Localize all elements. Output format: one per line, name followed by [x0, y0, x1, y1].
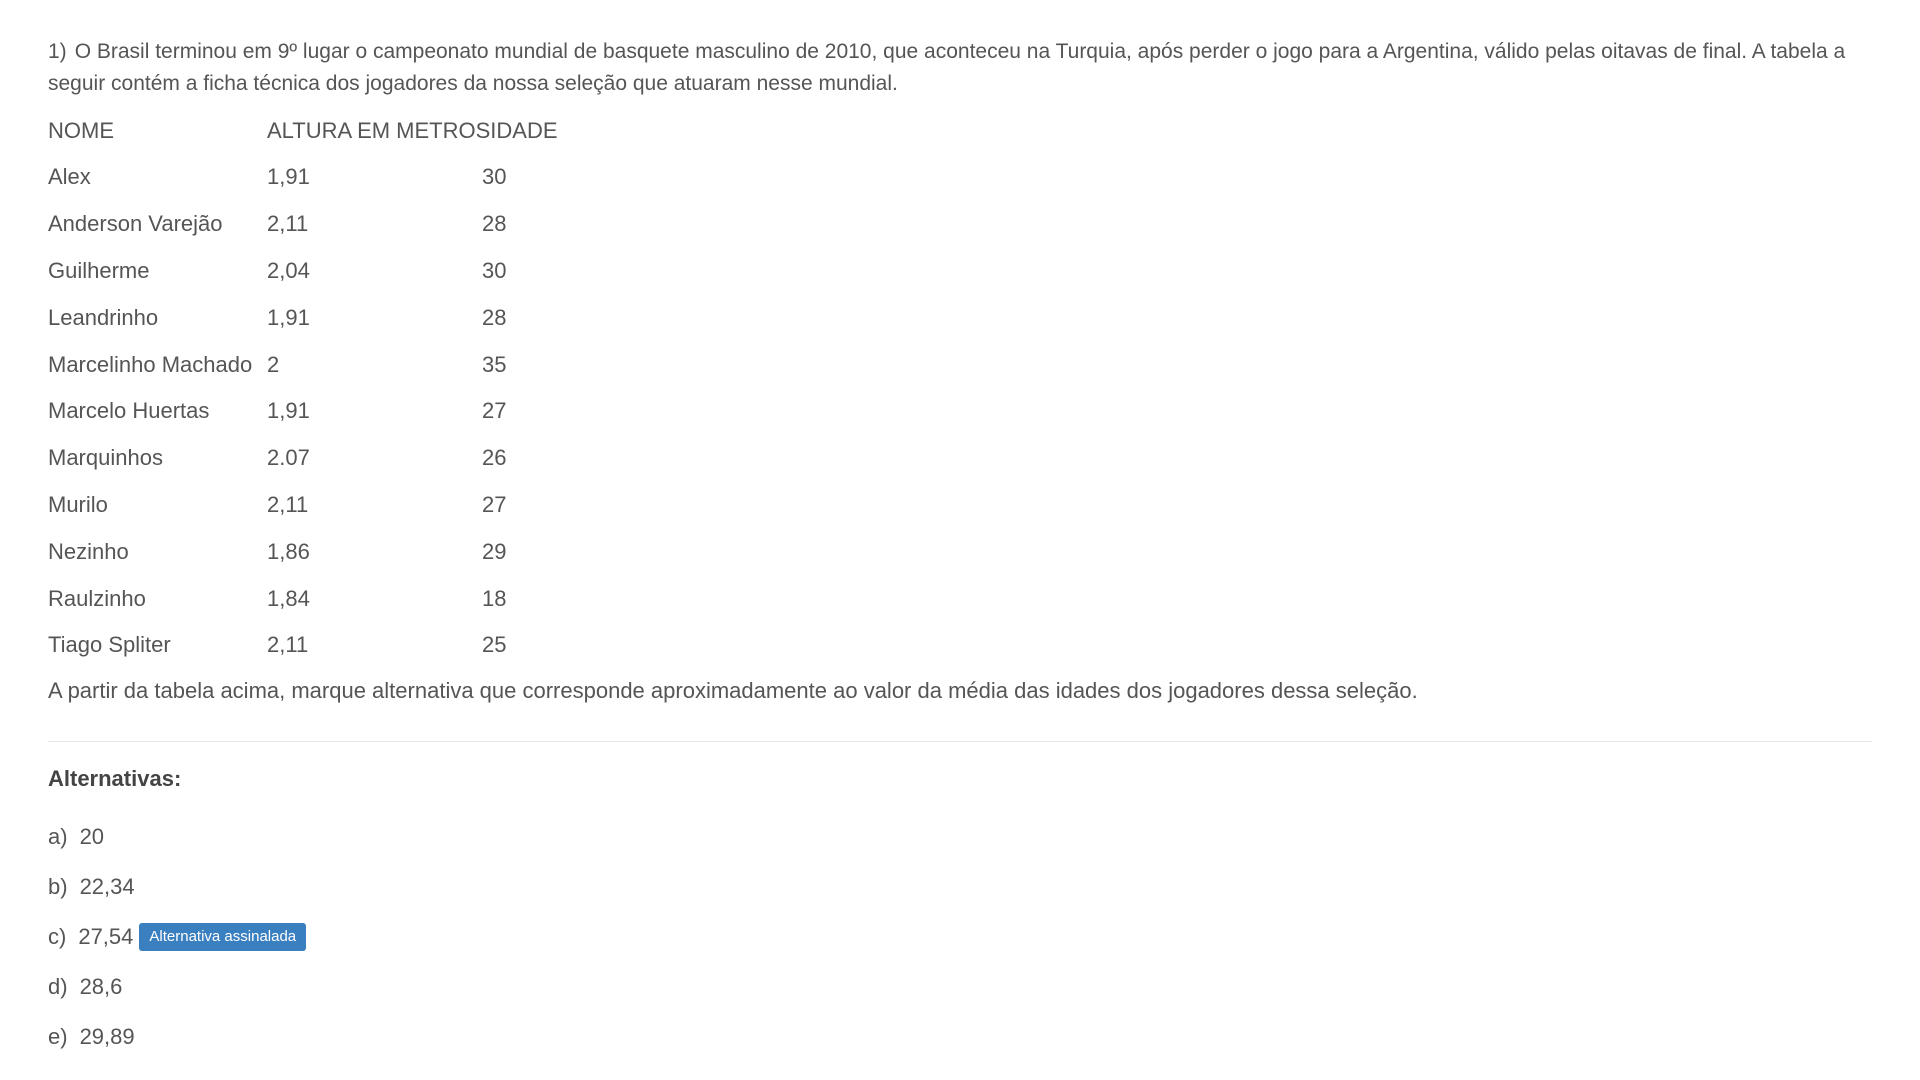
player-name: Marcelinho Machado [48, 351, 253, 377]
player-altura: 1,84 [267, 585, 310, 611]
player-name: Leandrinho [48, 304, 159, 330]
alternative-letter: b) [48, 873, 68, 899]
player-idade: 27 [482, 491, 507, 517]
player-name: Murilo [48, 491, 108, 517]
table-row [48, 154, 1872, 201]
question-text: O Brasil terminou em 9º lugar o campeonato mundial de basquete masculino de 2010, que aconteceu na Turquia, após perder o jogo para a Argentina, válido pelas oitavas de final. A tabela a seguir contém a ficha técnica dos jogadores da nossa seleção que atuaram nesse mundial. [48, 40, 1846, 95]
table-row [48, 388, 1872, 435]
table-row [48, 528, 1872, 575]
table-row [48, 482, 1872, 529]
player-altura: 1,86 [267, 538, 310, 564]
alternative-value: 29,89 [79, 1023, 135, 1049]
alternative-value: 27,54 [78, 923, 134, 949]
table-row [48, 201, 1872, 248]
player-altura: 2,11 [267, 632, 309, 658]
alternative-c[interactable] [48, 912, 1872, 962]
alternative-b[interactable] [48, 862, 1872, 912]
player-name: Marquinhos [48, 445, 163, 471]
player-altura: 1,91 [267, 398, 310, 424]
table-row [48, 248, 1872, 295]
header-altura: ALTURA EM METROS [267, 118, 491, 143]
alternative-letter: d) [48, 973, 68, 999]
table-row [48, 294, 1872, 341]
player-altura: 2 [267, 351, 280, 377]
player-altura: 1,91 [267, 164, 310, 190]
player-name: Alex [48, 164, 91, 190]
player-idade: 28 [482, 304, 507, 330]
player-altura: 2,11 [267, 491, 309, 517]
table-row [48, 341, 1872, 388]
player-idade: 29 [482, 538, 507, 564]
question-number: 1) [48, 40, 67, 63]
player-idade: 18 [482, 585, 507, 611]
table-header [48, 108, 1872, 154]
alternative-d[interactable] [48, 962, 1872, 1012]
player-name: Tiago Spliter [48, 632, 171, 658]
player-name: Raulzinho [48, 585, 146, 611]
player-idade: 35 [482, 351, 507, 377]
player-idade: 30 [482, 164, 507, 190]
player-idade: 26 [482, 445, 507, 471]
alternative-value: 22,34 [79, 873, 135, 899]
player-altura: 2,11 [267, 211, 309, 237]
player-idade: 30 [482, 257, 507, 283]
player-idade: 28 [482, 211, 507, 237]
alternative-value: 20 [79, 823, 105, 849]
player-name: Marcelo Huertas [48, 398, 210, 424]
table-row [48, 622, 1872, 669]
header-name: NOME [48, 118, 114, 143]
alternative-a[interactable] [48, 812, 1872, 862]
alternative-value: 28,6 [79, 973, 123, 999]
table-row [48, 435, 1872, 482]
question-statement [48, 36, 1872, 100]
player-altura: 2,04 [267, 257, 310, 283]
selected-answer-badge: Alternativa assinalada [139, 923, 306, 951]
player-altura: 1,91 [267, 304, 310, 330]
table-row [48, 575, 1872, 622]
alternative-letter: a) [48, 823, 68, 849]
header-idade: IDADE [490, 118, 558, 143]
alternative-e[interactable] [48, 1012, 1872, 1062]
alternatives-list [48, 812, 1872, 1062]
alternatives-title: Alternativas: [48, 765, 182, 791]
players-table [48, 108, 1872, 669]
question-prompt: A partir da tabela acima, marque alternativa que corresponde aproximadamente ao valor da média das idades dos jogadores dessa seleção. [48, 677, 1418, 703]
alternative-letter: e) [48, 1023, 68, 1049]
player-name: Guilherme [48, 257, 150, 283]
player-idade: 27 [482, 398, 507, 424]
alternative-letter: c) [48, 923, 67, 949]
player-altura: 2.07 [267, 445, 310, 471]
section-divider [48, 741, 1872, 742]
player-name: Nezinho [48, 538, 129, 564]
player-name: Anderson Varejão [48, 211, 223, 237]
player-idade: 25 [482, 632, 507, 658]
